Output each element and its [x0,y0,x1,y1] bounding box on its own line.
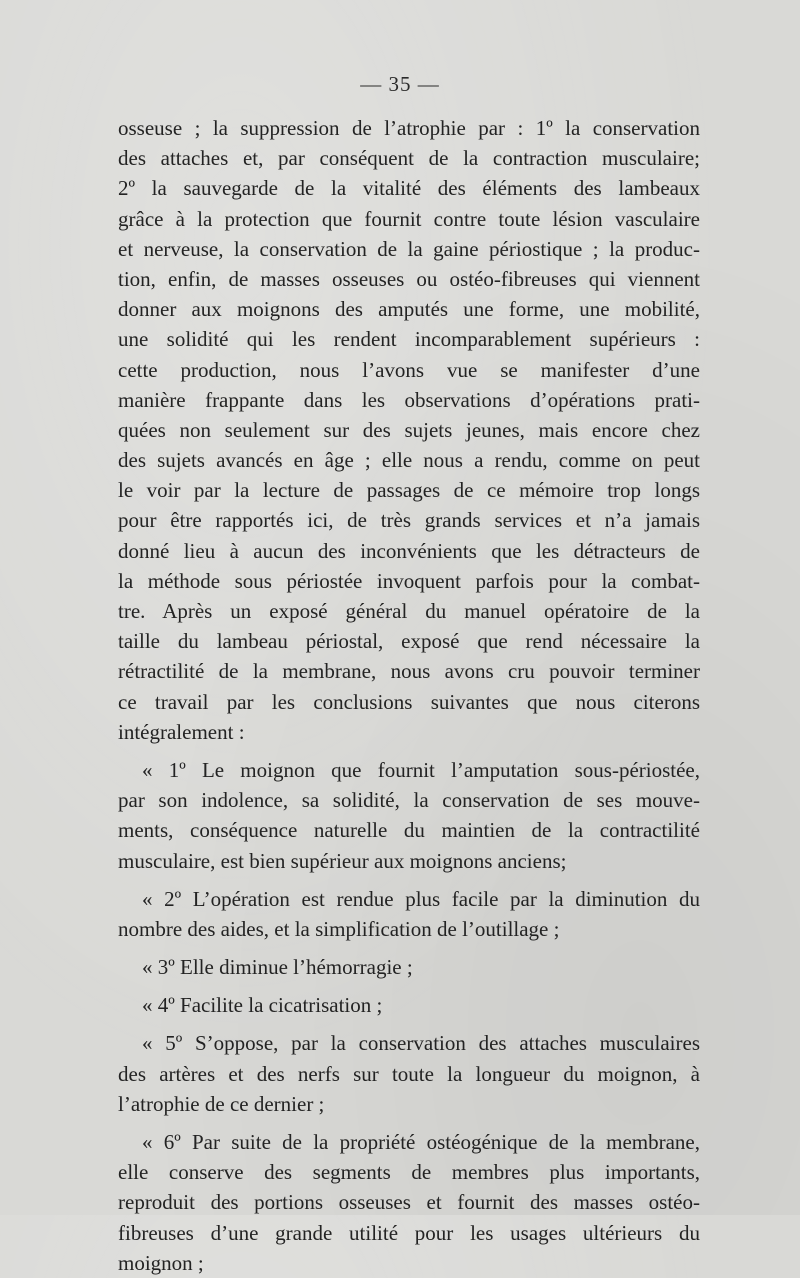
text-line: elle conserve des segments de membres plus importants, [118,1160,700,1185]
text-line: taille du lambeau périostal, exposé que rend nécessaire la [118,629,700,654]
text-line: pour être rapportés ici, de très grands services et n’a jamais [118,508,700,533]
text-line: fibreuses d’une grande utilité pour les usages ultérieurs du [118,1220,700,1245]
text-line: tre. Après un exposé général du manuel opératoire de la [118,599,700,623]
text-line: donné lieu à aucun des inconvénients que les détracteurs de [118,538,700,563]
text-line: quées non seulement sur des sujets jeunes, mais encore chez [118,417,700,442]
text-line: ments, conséquence naturelle du maintien de la contractilité [118,818,700,843]
text-line: intégralement : [118,719,245,744]
text-line: « 5º S’oppose, par la conservation des attaches musculaires [142,1031,700,1056]
text-line: des artères et des nerfs sur toute la longueur du moignon, à [118,1061,700,1086]
page-body [118,113,700,1278]
text-line: grâce à la protection que fournit contre toute lésion vasculaire [118,206,700,231]
conclusion-3 [118,952,700,982]
text-line: nombre des aides, et la simplification de l’outillage ; [118,916,560,941]
page-number: — 35 — [360,72,440,96]
text-line: manière frappante dans les observations d’opérations prati- [118,387,700,412]
text-line: et nerveuse, la conservation de la gaine périostique ; la produc- [118,236,700,261]
text-line: « 3º Elle diminue l’hémorragie ; [142,955,413,980]
text-line: musculaire, est bien supérieur aux moignons anciens; [118,848,567,873]
text-line: la méthode sous périostée invoquent parfois pour la combat- [118,568,700,593]
text-line: « 1º Le moignon que fournit l’amputation sous-périostée, [142,757,700,782]
text-line: par son indolence, sa solidité, la conservation de ses mouve- [118,788,700,813]
text-line: des attaches et, par conséquent de la contraction musculaire; [118,146,700,171]
text-line: moignon ; [118,1250,204,1275]
text-line: rétractilité de la membrane, nous avons cru pouvoir terminer [118,659,700,684]
conclusion-6 [118,1127,700,1278]
text-line: « 2º L’opération est rendue plus facile par la diminution du [142,886,700,911]
body-paragraph [118,113,700,747]
text-line: l’atrophie de ce dernier ; [118,1091,325,1116]
text-line: « 4º Facilite la cicatrisation ; [142,993,383,1018]
text-line: osseuse ; la suppression de l’atrophie par : 1º la conservation [118,116,700,140]
text-line: cette production, nous l’avons vue se manifester d’une [118,357,700,382]
text-line: 2º la sauvegarde de la vitalité des éléments des lambeaux [118,176,700,201]
conclusion-1 [118,755,700,876]
text-line: une solidité qui les rendent incomparablement supérieurs : [118,327,700,352]
text-line: « 6º Par suite de la propriété ostéogénique de la membrane, [142,1130,700,1154]
text-line: le voir par la lecture de passages de ce mémoire trop longs [118,478,700,503]
conclusion-4 [118,990,700,1020]
text-line: tion, enfin, de masses osseuses ou ostéo-fibreuses qui viennent [118,266,700,291]
text-line: donner aux moignons des amputés une forme, une mobilité, [118,297,700,322]
text-line: des sujets avancés en âge ; elle nous a rendu, comme on peut [118,448,700,473]
text-line: ce travail par les conclusions suivantes que nous citerons [118,689,700,714]
conclusion-2 [118,884,700,944]
conclusion-5 [118,1028,700,1119]
text-line: reproduit des portions osseuses et fournit des masses ostéo- [118,1190,700,1215]
